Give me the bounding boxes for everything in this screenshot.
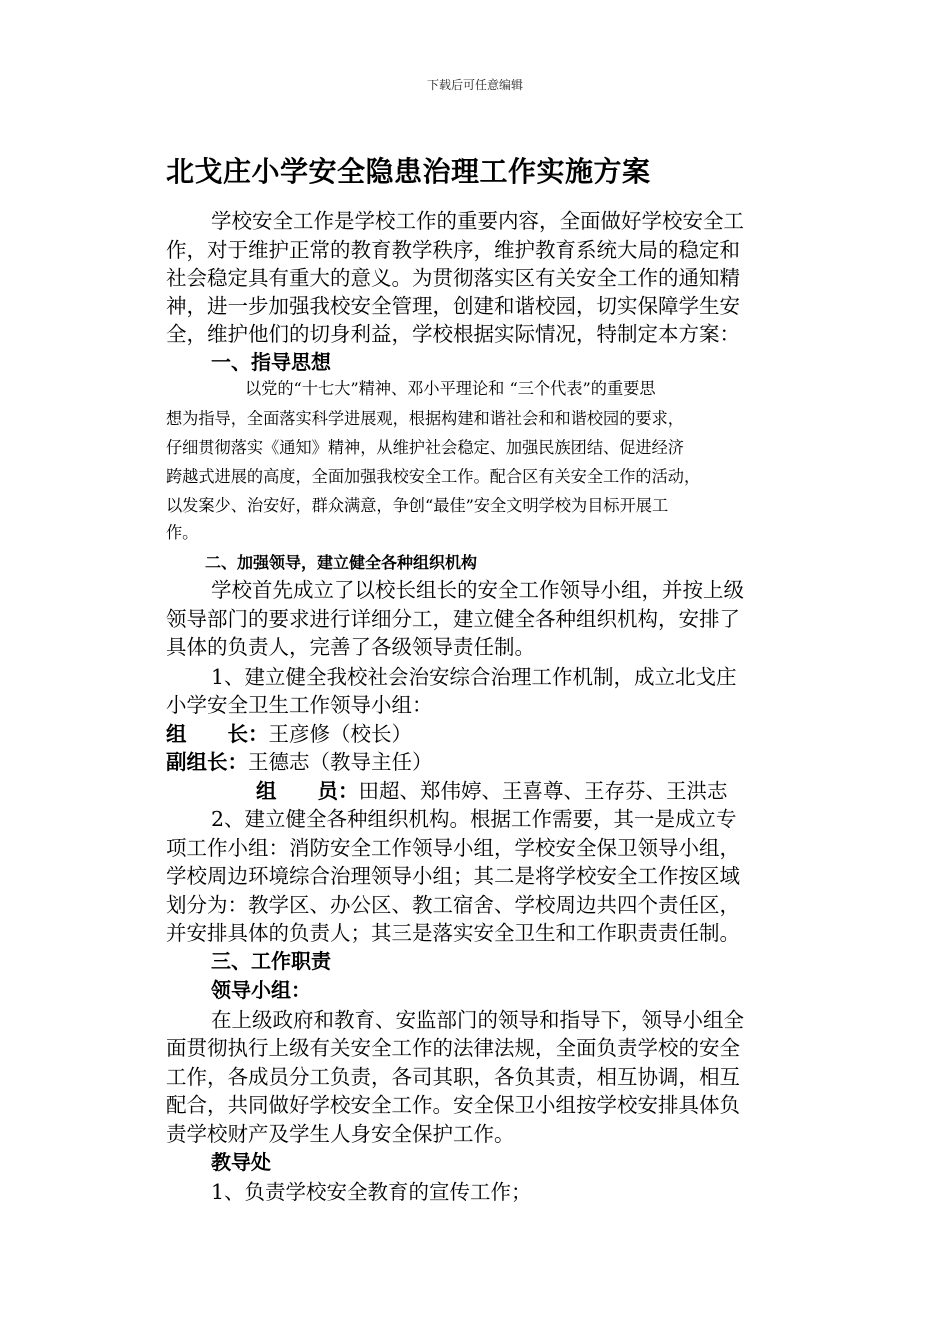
section1-line: 想为指导，全面落实科学进展观，根据构建和谐社会和和谐校园的要求， xyxy=(166,409,684,428)
section1-line: 仔细贯彻落实《通知》精神，从维护社会稳定、加强民族团结、促进经济 xyxy=(166,438,684,457)
section2-line: 1、建立健全我校社会治安综合治理工作机制，成立北戈庄 xyxy=(211,665,737,689)
section1-line: 以发案少、治安好，群众满意，争创“最佳”安全文明学校为目标开展工 xyxy=(166,496,669,515)
section1-line: 以党的“十七大”精神、邓小平理论和 “三个代表”的重要思 xyxy=(245,379,656,398)
section3-line: 工作，各成员分工负责，各司其职，各负其责，相互协调，相互 xyxy=(166,1065,740,1089)
section2-line: 2、建立健全各种组织机构。根据工作需要，其一是成立专 xyxy=(211,807,737,831)
document-title: 北戈庄小学安全隐患治理工作实施方案 xyxy=(166,155,651,188)
section1-line: 作。 xyxy=(166,523,199,542)
intro-line: 作，对于维护正常的教育教学秩序，维护教育系统大局的稳定和 xyxy=(166,238,740,262)
intro-line: 全，维护他们的切身利益，学校根据实际情况，特制定本方案： xyxy=(166,322,740,346)
section2-line: 具体的负责人，完善了各级领导责任制。 xyxy=(166,635,535,659)
section3-line: 配合，共同做好学校安全工作。安全保卫小组按学校安排具体负 xyxy=(166,1093,740,1117)
intro-line: 社会稳定具有重大的意义。为贯彻落实区有关安全工作的通知精 xyxy=(166,266,740,290)
members-value: 田超、郑伟婷、王喜尊、王存芬、王洪志 xyxy=(358,779,728,803)
section2-line: 学校周边环境综合治理领导小组；其二是将学校安全工作按区域 xyxy=(166,864,740,888)
section3-line: 在上级政府和教育、安监部门的领导和指导下，领导小组全 xyxy=(211,1008,744,1032)
members-row xyxy=(256,774,728,804)
section3-line: 面贯彻执行上级有关安全工作的法律法规，全面负责学校的安全 xyxy=(166,1036,740,1060)
leader-row xyxy=(166,717,412,747)
section-heading-3: 三、工作职责 xyxy=(211,949,331,973)
intro-line: 神，进一步加强我校安全管理，创建和谐校园，切实保障学生安 xyxy=(166,294,740,318)
deputy-row xyxy=(166,745,433,775)
leader-value: 王彦修（校长） xyxy=(268,722,412,746)
members-label: 组 员： xyxy=(256,779,359,803)
deputy-value: 王德志（教导主任） xyxy=(248,750,433,774)
section2-line: 领导部门的要求进行详细分工，建立健全各种组织机构，安排了 xyxy=(166,607,740,631)
subheading-leadership-group: 领导小组： xyxy=(211,978,311,1002)
section3-item: 1、负责学校安全教育的宣传工作； xyxy=(211,1180,532,1204)
section-heading-1: 一、指导思想 xyxy=(211,350,331,374)
header-note: 下载后可任意编辑 xyxy=(426,78,523,92)
section2-line: 划分为：教学区、办公区、教工宿舍、学校周边共四个责任区， xyxy=(166,893,740,917)
subheading-academic-office: 教导处 xyxy=(211,1150,271,1174)
deputy-label: 副组长： xyxy=(166,750,248,774)
section2-line: 学校首先成立了以校长组长的安全工作领导小组，并按上级 xyxy=(211,578,744,602)
leader-label: 组 长： xyxy=(166,722,269,746)
section2-line: 并安排具体的负责人；其三是落实安全卫生和工作职责责任制。 xyxy=(166,921,740,945)
intro-line: 学校安全工作是学校工作的重要内容，全面做好学校安全工 xyxy=(211,209,744,233)
section2-line: 小学安全卫生工作领导小组： xyxy=(166,693,433,717)
section3-line: 责学校财产及学生人身安全保护工作。 xyxy=(166,1122,515,1146)
section2-line: 项工作小组：消防安全工作领导小组，学校安全保卫领导小组， xyxy=(166,836,740,860)
section1-line: 跨越式进展的高度，全面加强我校安全工作。配合区有关安全工作的活动， xyxy=(166,467,701,486)
section-heading-2: 二、加强领导，建立健全各种组织机构 xyxy=(205,553,478,572)
